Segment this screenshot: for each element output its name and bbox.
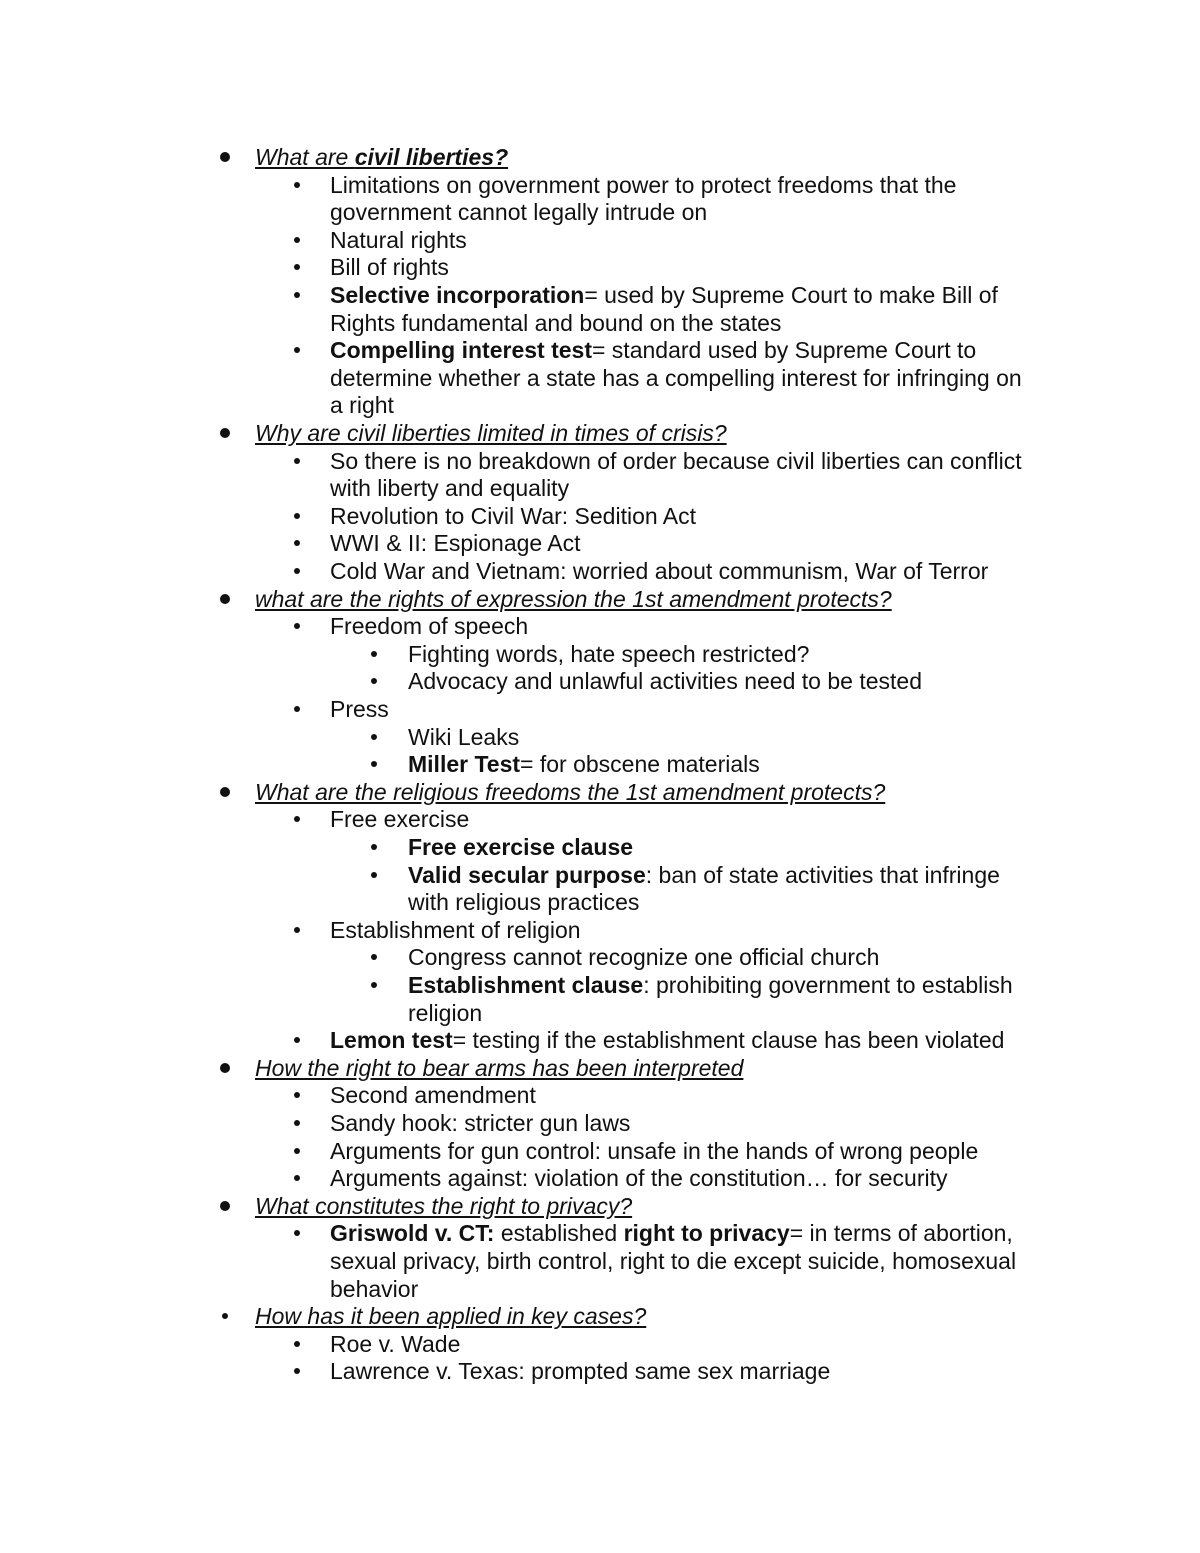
bullet-icon [294, 1368, 300, 1374]
bullet-icon [294, 540, 300, 546]
text-run: = in terms of abortion, [789, 1220, 1013, 1247]
text-run: = for obscene materials [520, 751, 760, 778]
bullet-icon [371, 872, 377, 878]
text-run: What constitutes the right to privacy? [255, 1192, 633, 1219]
outline-item [408, 667, 922, 695]
text-run: Lawrence v. Texas: prompted same sex marriage [330, 1358, 831, 1385]
outline-item [330, 1081, 536, 1109]
bullet-icon [371, 761, 377, 767]
text-run: WWI & II: Espionage Act [330, 530, 581, 557]
outline-item [330, 226, 467, 254]
bullet-icon [220, 787, 230, 797]
bullet-icon [220, 594, 230, 604]
outline-item [330, 1275, 418, 1303]
question-heading [255, 778, 885, 806]
outline-item [408, 861, 1000, 889]
outline-item [408, 750, 760, 778]
text-run: a right [330, 392, 394, 419]
text-run: What are the religious freedoms the 1st amendment protects? [255, 778, 886, 805]
outline-item [330, 474, 569, 502]
bullet-icon [371, 734, 377, 740]
text-run: Rights fundamental and bound on the states [330, 309, 782, 336]
text-run: Congress cannot recognize one official church [408, 944, 880, 971]
text-run: Establishment clause [408, 972, 644, 998]
bullet-icon [294, 927, 300, 933]
text-run: behavior [330, 1275, 419, 1302]
text-run: Freedom of speech [330, 613, 529, 640]
outline-item [330, 1137, 978, 1165]
outline-item [330, 502, 696, 530]
outline-item [330, 309, 781, 337]
outline-item [330, 171, 956, 199]
question-heading [255, 419, 727, 447]
text-run: civil liberties? [354, 144, 509, 170]
text-run: Miller Test [408, 751, 521, 778]
outline-item [330, 1219, 1013, 1247]
outline-item [330, 1026, 1004, 1054]
bullet-icon [294, 1148, 300, 1154]
bullet-icon [222, 1313, 228, 1319]
bullet-icon [294, 347, 300, 353]
outline-item [330, 1109, 630, 1137]
outline-item [408, 999, 482, 1027]
text-run: religion [408, 999, 483, 1026]
text-run: determine whether a state has a compelling interest for infringing on [330, 364, 1022, 391]
text-run: Sandy hook: stricter gun laws [330, 1110, 631, 1136]
outline-item [330, 198, 707, 226]
text-run: Lemon test [330, 1027, 453, 1054]
outline-item [330, 1357, 830, 1385]
text-run: Natural rights [330, 226, 467, 253]
text-run: Arguments for gun control: unsafe in the hands of wrong people [330, 1137, 979, 1164]
text-run: sexual privacy, birth control, right to die except suicide, homosexual [330, 1248, 1017, 1274]
text-run: Free exercise clause [408, 834, 634, 860]
bullet-icon [294, 458, 300, 464]
bullet-icon [294, 292, 300, 298]
text-run: with liberty and equality [330, 475, 570, 502]
outline-item [330, 336, 976, 364]
outline-item [330, 364, 1022, 392]
text-run: established [494, 1220, 624, 1247]
outline-item [408, 888, 639, 916]
outline-item [330, 529, 581, 557]
text-run: Advocacy and unlawful activities need to be tested [408, 668, 922, 695]
text-run: Fighting words, hate speech restricted? [408, 640, 810, 667]
bullet-icon [294, 264, 300, 270]
text-run: Arguments against: violation of the constitution… for security [330, 1165, 948, 1192]
text-run: So there is no breakdown of order because civil liberties can conflict [330, 447, 1022, 474]
bullet-icon [294, 1037, 300, 1043]
question-heading [255, 143, 508, 171]
bullet-icon [294, 568, 300, 574]
text-run: what are the rights of expression the 1st amendment protects? [255, 585, 892, 612]
text-run: Press [330, 696, 389, 722]
bullet-icon [294, 816, 300, 822]
text-run: Compelling interest test [330, 337, 592, 364]
text-run: Why are civil liberties limited in times of crisis? [255, 420, 727, 446]
text-run: Cold War and Vietnam: worried about communism, War of Terror [330, 558, 989, 584]
bullet-icon [371, 844, 377, 850]
text-run: Revolution to Civil War: Sedition Act [330, 502, 697, 529]
text-run: with religious practices [408, 889, 640, 916]
outline-item [330, 557, 988, 585]
text-run: Valid secular purpose [408, 861, 646, 888]
outline-item [408, 640, 809, 668]
bullet-icon [371, 954, 377, 960]
bullet-icon [371, 651, 377, 657]
outline-item [330, 391, 394, 419]
text-run: What are [255, 144, 355, 170]
outline-item [408, 971, 1013, 999]
text-run: Establishment of religion [330, 916, 581, 943]
text-run: = standard used by Supreme Court to [591, 337, 977, 364]
bullet-icon [371, 982, 377, 988]
question-heading [255, 585, 892, 613]
question-heading [255, 1302, 646, 1330]
text-run: Selective incorporation [330, 282, 585, 308]
outline-item [330, 1247, 1016, 1275]
text-run: Bill of rights [330, 254, 449, 281]
outline-item [330, 612, 528, 640]
bullet-icon [294, 706, 300, 712]
outline-item [330, 695, 389, 723]
text-run: right to privacy [623, 1220, 790, 1247]
bullet-icon [294, 237, 300, 243]
bullet-icon [294, 1230, 300, 1236]
outline-item [330, 805, 469, 833]
outline-item [408, 723, 519, 751]
question-heading [255, 1054, 743, 1082]
outline-item [330, 447, 1022, 475]
text-run: government cannot legally intrude on [330, 199, 708, 226]
text-run: Limitations on government power to protect freedoms that the [330, 171, 957, 198]
text-run: How has it been applied in key cases? [255, 1303, 647, 1330]
bullet-icon [220, 1063, 230, 1073]
bullet-icon [220, 428, 230, 438]
text-run: = used by Supreme Court to make Bill of [584, 282, 998, 308]
text-run: : prohibiting government to establish [643, 972, 1013, 998]
bullet-icon [371, 678, 377, 684]
text-run: = testing if the establishment clause has been violated [452, 1027, 1005, 1054]
text-run: : ban of state activities that infringe [645, 861, 1000, 888]
bullet-icon [294, 1092, 300, 1098]
outline-item [408, 943, 879, 971]
outline-item [330, 916, 581, 944]
text-run: Wiki Leaks [408, 723, 520, 750]
question-heading [255, 1192, 632, 1220]
outline-item [330, 281, 998, 309]
text-run: How the right to bear arms has been interpreted [255, 1054, 744, 1081]
bullet-icon [220, 1201, 230, 1211]
outline-item [408, 833, 633, 861]
outline-item [330, 1330, 460, 1358]
bullet-icon [294, 182, 300, 188]
text-run: Free exercise [330, 806, 470, 833]
bullet-icon [294, 1175, 300, 1181]
bullet-icon [294, 513, 300, 519]
bullet-icon [220, 152, 230, 162]
outline-item [330, 1164, 947, 1192]
text-run: Griswold v. CT: [330, 1220, 495, 1247]
bullet-icon [294, 623, 300, 629]
bullet-icon [294, 1120, 300, 1126]
outline-item [330, 253, 449, 281]
bullet-icon [294, 1341, 300, 1347]
text-run: Roe v. Wade [330, 1330, 461, 1357]
text-run: Second amendment [330, 1082, 536, 1109]
